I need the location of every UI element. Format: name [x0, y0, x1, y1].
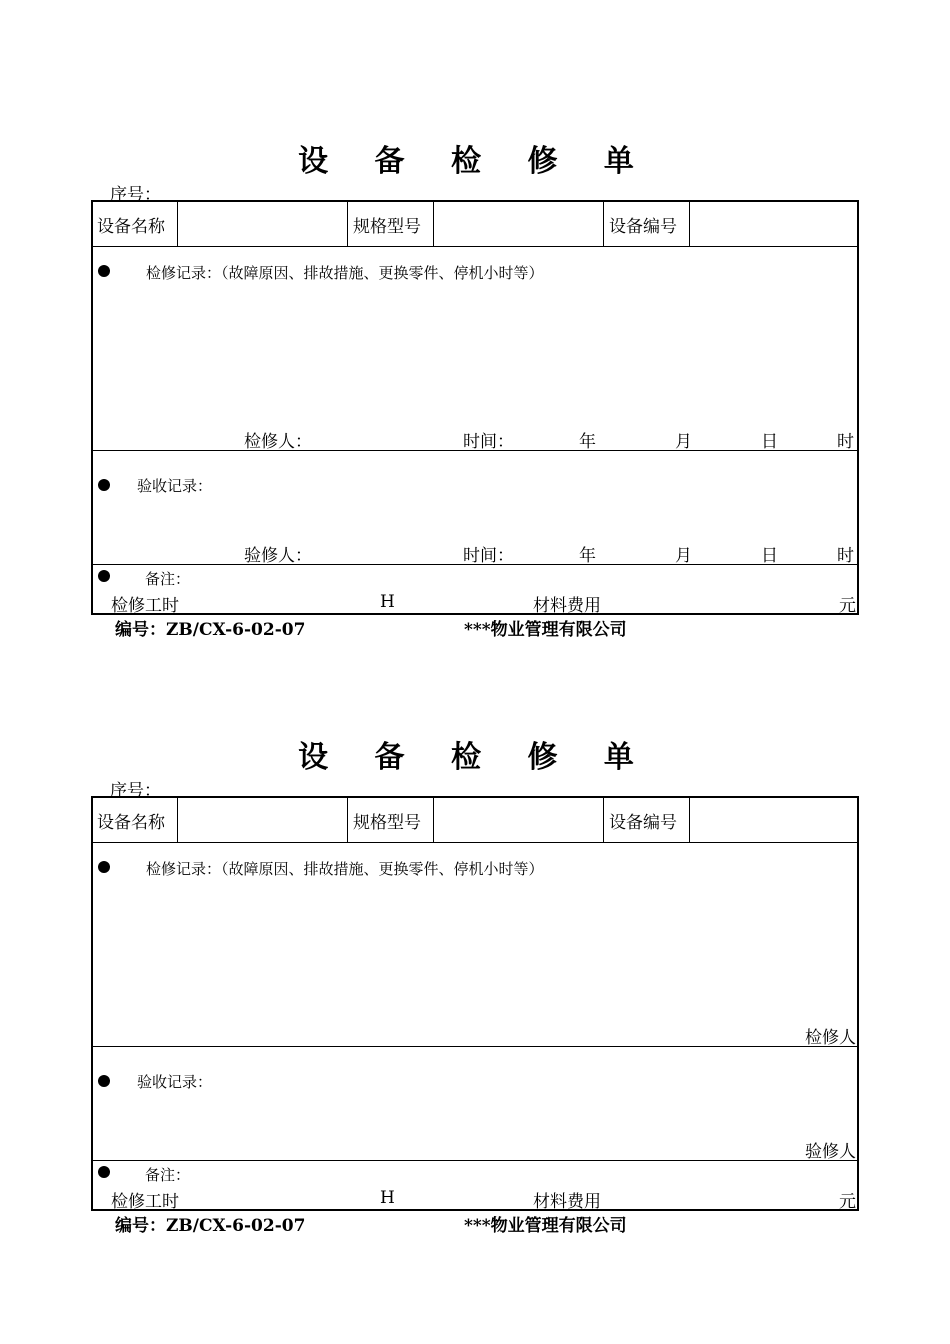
remarks-label: 备注：: [145, 1166, 191, 1184]
time-label: 时间：: [463, 432, 514, 452]
equipment-name-field[interactable]: [183, 808, 349, 832]
serial-label: 序号：: [110, 781, 161, 801]
remarks-label: 备注：: [145, 570, 191, 588]
equipment-name-label: 设备名称: [97, 217, 165, 237]
hour-label: 时: [837, 432, 854, 452]
acceptance-record-label: 验收记录：: [137, 477, 213, 495]
hours-unit: H: [380, 1188, 395, 1208]
acceptance-record-label: 验收记录：: [137, 1073, 213, 1091]
divider: [433, 798, 434, 842]
bullet-icon: [98, 1075, 110, 1087]
currency-unit: 元: [839, 1192, 856, 1212]
row-divider: [93, 450, 857, 451]
work-hours-label: 检修工时: [111, 596, 179, 616]
acceptor-label: 验修人: [805, 1142, 856, 1162]
bullet-icon: [98, 479, 110, 491]
equipment-name-field[interactable]: [183, 212, 349, 236]
doc-code: 编号：ZB/CX-6-02-07: [115, 620, 306, 640]
divider: [689, 798, 690, 842]
material-cost-label: 材料费用: [533, 1192, 601, 1212]
year-label: 年: [579, 432, 596, 452]
bullet-icon: [98, 1166, 110, 1178]
divider: [603, 202, 604, 246]
currency-unit: 元: [839, 596, 856, 616]
row-divider: [93, 246, 857, 247]
acceptor-label: 验修人：: [244, 546, 312, 566]
form-title: 设 备 检 修 单: [298, 740, 652, 775]
repair-record-label: 检修记录：（故障原因、排故措施、更换零件、停机小时等）: [146, 860, 544, 878]
material-cost-label: 材料费用: [533, 596, 601, 616]
repairer-label: 检修人: [805, 1028, 856, 1048]
row-divider: [93, 1160, 857, 1161]
equipment-no-field[interactable]: [695, 808, 851, 832]
serial-label: 序号：: [110, 185, 161, 205]
repair-form-2: [0, 732, 950, 1252]
company-name: ***物业管理有限公司: [464, 1216, 627, 1236]
equipment-name-label: 设备名称: [97, 813, 165, 833]
divider: [603, 798, 604, 842]
month-label: 月: [675, 546, 692, 566]
divider: [433, 202, 434, 246]
day-label: 日: [761, 546, 778, 566]
equipment-no-label: 设备编号: [609, 813, 677, 833]
divider: [689, 202, 690, 246]
year-label: 年: [579, 546, 596, 566]
row-divider: [93, 842, 857, 843]
bullet-icon: [98, 570, 110, 582]
divider: [347, 798, 348, 842]
divider: [177, 798, 178, 842]
bullet-icon: [98, 861, 110, 873]
spec-model-field[interactable]: [439, 808, 603, 832]
spec-model-label: 规格型号: [353, 813, 421, 833]
repair-form-1: [0, 136, 950, 656]
form-table: [91, 796, 859, 1211]
divider: [177, 202, 178, 246]
equipment-no-field[interactable]: [695, 212, 851, 236]
time-label: 时间：: [463, 546, 514, 566]
bullet-icon: [98, 265, 110, 277]
day-label: 日: [761, 432, 778, 452]
spec-model-field[interactable]: [439, 212, 603, 236]
doc-code: 编号：ZB/CX-6-02-07: [115, 1216, 306, 1236]
repair-record-label: 检修记录：（故障原因、排故措施、更换零件、停机小时等）: [146, 264, 544, 282]
spec-model-label: 规格型号: [353, 217, 421, 237]
form-table: [91, 200, 859, 615]
month-label: 月: [675, 432, 692, 452]
row-divider: [93, 1046, 857, 1047]
hour-label: 时: [837, 546, 854, 566]
repairer-label: 检修人：: [244, 432, 312, 452]
company-name: ***物业管理有限公司: [464, 620, 627, 640]
row-divider: [93, 564, 857, 565]
equipment-no-label: 设备编号: [609, 217, 677, 237]
form-title: 设 备 检 修 单: [298, 144, 652, 179]
work-hours-label: 检修工时: [111, 1192, 179, 1212]
divider: [347, 202, 348, 246]
hours-unit: H: [380, 592, 395, 612]
